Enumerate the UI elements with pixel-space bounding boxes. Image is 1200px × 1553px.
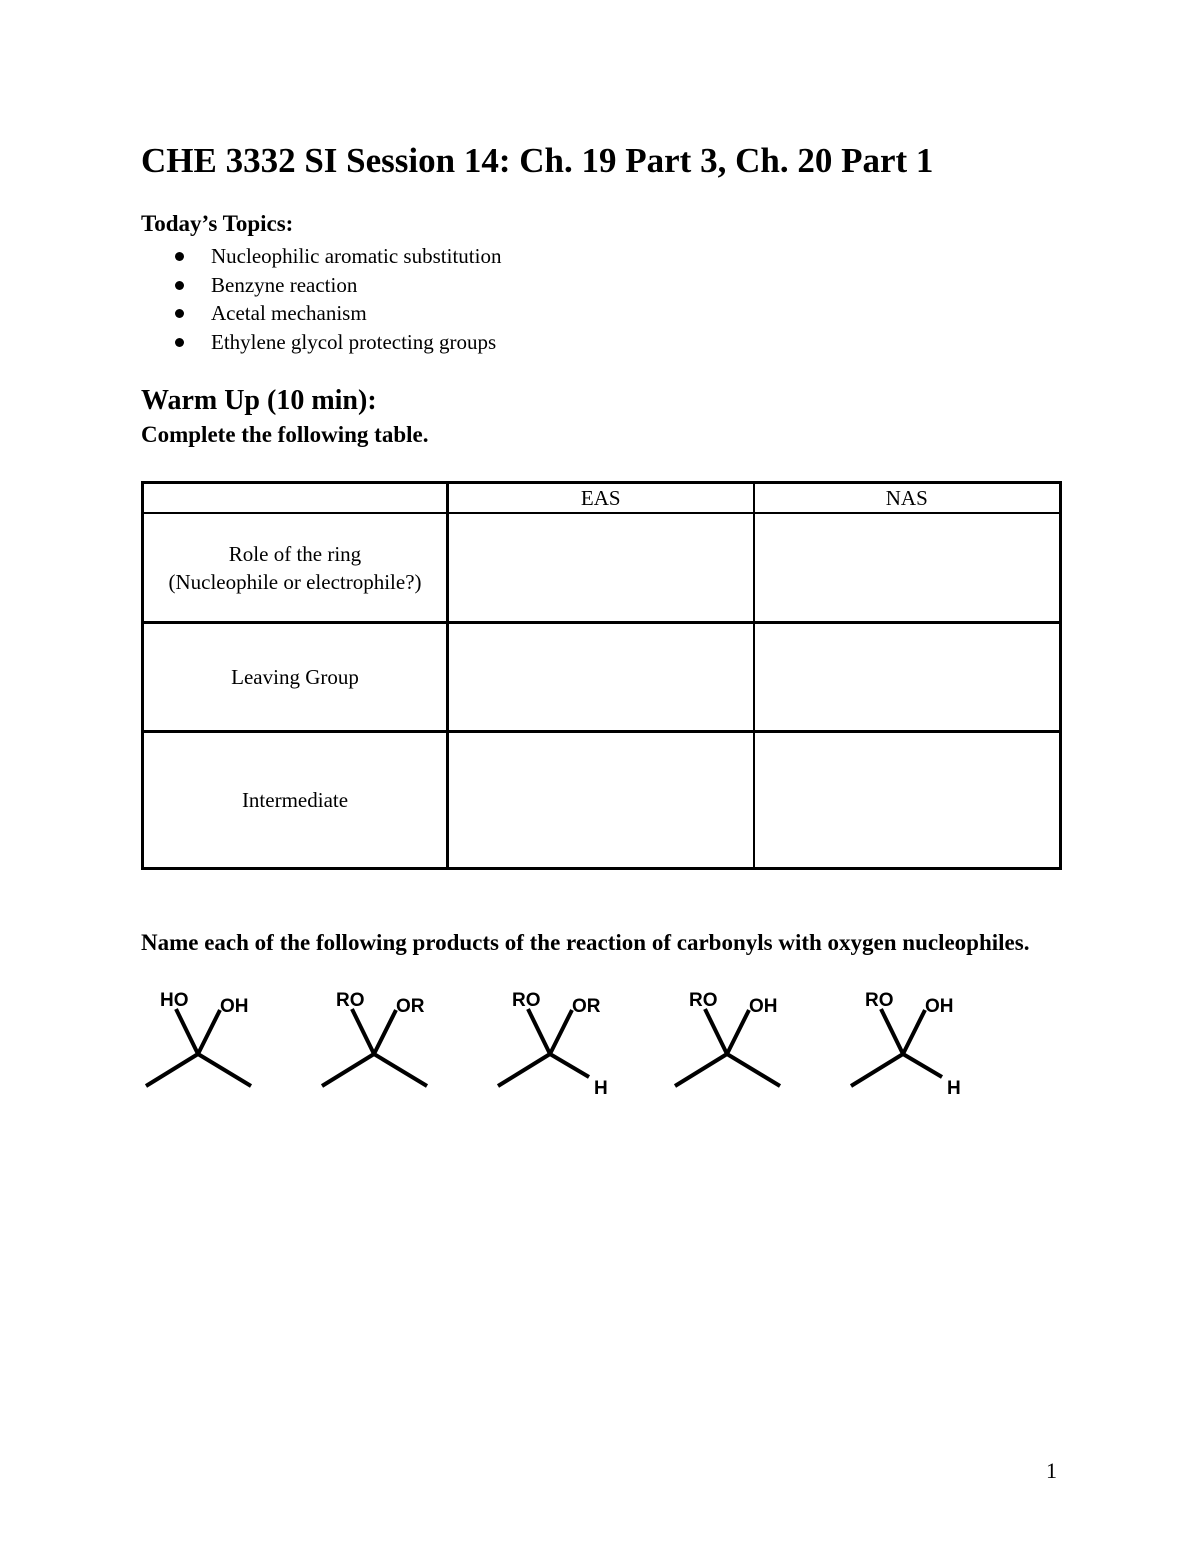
- bond-line: [550, 1054, 589, 1077]
- row-label-line: Intermediate: [241, 788, 349, 812]
- answer-cell-nas[interactable]: [754, 623, 1061, 732]
- group-label: OH: [749, 996, 778, 1017]
- page-title: CHE 3332 SI Session 14: Ch. 19 Part 3, Ch. 20 Part 1: [141, 141, 934, 180]
- bond-line: [498, 1054, 550, 1086]
- list-item: [141, 242, 501, 271]
- topic-text: Nucleophilic aromatic substitution: [211, 244, 502, 268]
- structure-hemiketal: [675, 990, 780, 1086]
- structure-aldehyde-acetal: [498, 990, 608, 1099]
- structure-diol: [146, 990, 251, 1086]
- group-label: OH: [925, 996, 954, 1017]
- group-label: OR: [572, 996, 601, 1017]
- structure-acetal: [322, 990, 427, 1086]
- table-header-row: [143, 483, 1061, 514]
- warmup-heading: Warm Up (10 min):: [141, 385, 377, 416]
- bond-line: [851, 1054, 903, 1086]
- topics-list: [141, 242, 501, 356]
- bond-line: [727, 1054, 780, 1086]
- group-label: OH: [220, 996, 249, 1017]
- group-label: RO: [689, 990, 718, 1011]
- page-number: 1: [1046, 1458, 1057, 1483]
- bullet-icon: [175, 338, 184, 347]
- group-label: H: [947, 1078, 961, 1099]
- row-label: [143, 623, 448, 732]
- group-label: RO: [512, 990, 541, 1011]
- answer-cell-nas[interactable]: [754, 513, 1061, 623]
- bond-line: [352, 1009, 374, 1054]
- table-header-eas: EAS: [448, 483, 754, 514]
- answer-cell-nas[interactable]: [754, 732, 1061, 869]
- bond-line: [176, 1009, 198, 1054]
- bond-line: [675, 1054, 727, 1086]
- row-label-line: (Nucleophile or electrophile?): [168, 569, 422, 594]
- row-label: [143, 513, 448, 623]
- bullet-icon: [175, 252, 184, 261]
- list-item: [141, 299, 501, 328]
- bond-line: [705, 1009, 727, 1054]
- group-label: H: [594, 1078, 608, 1099]
- bond-line: [903, 1010, 925, 1054]
- warmup-instruction: Complete the following table.: [141, 422, 429, 447]
- table-row: [143, 513, 1061, 623]
- bullet-icon: [175, 281, 184, 290]
- row-label-line: Leaving Group: [231, 665, 359, 689]
- bond-line: [903, 1054, 942, 1077]
- group-label: RO: [865, 990, 894, 1011]
- bond-line: [881, 1009, 903, 1054]
- table-row: [143, 732, 1061, 869]
- bullet-icon: [175, 309, 184, 318]
- bond-line: [374, 1054, 427, 1086]
- bond-line: [528, 1009, 550, 1054]
- topic-text: Ethylene glycol protecting groups: [211, 329, 497, 354]
- table-header-blank: [143, 483, 448, 514]
- topic-text: Benzyne reaction: [211, 272, 358, 297]
- group-label: HO: [160, 990, 189, 1011]
- answer-cell-eas[interactable]: [448, 623, 754, 732]
- bond-line: [322, 1054, 374, 1086]
- bond-line: [727, 1010, 749, 1054]
- topics-heading: Today’s Topics:: [141, 211, 294, 236]
- bond-line: [198, 1010, 220, 1054]
- bond-line: [550, 1010, 572, 1054]
- bond-line: [374, 1010, 396, 1054]
- bond-line: [146, 1054, 198, 1086]
- list-item: [141, 271, 501, 300]
- answer-cell-eas[interactable]: [448, 732, 754, 869]
- group-label: RO: [336, 990, 365, 1011]
- list-item: [141, 328, 501, 357]
- structure-row: [130, 975, 990, 1105]
- topic-text: Acetal mechanism: [211, 301, 367, 326]
- group-label: OR: [396, 996, 425, 1017]
- structure-hemiacetal: [851, 990, 961, 1099]
- table-row: [143, 623, 1061, 732]
- table-header-nas: NAS: [754, 483, 1061, 514]
- naming-prompt: Name each of the following products of the reaction of carbonyls with oxygen nucleophiles.: [141, 930, 1030, 955]
- comparison-table: [141, 481, 1062, 870]
- bond-line: [198, 1054, 251, 1086]
- row-label-line: Role of the ring: [228, 541, 362, 566]
- answer-cell-eas[interactable]: [448, 513, 754, 623]
- row-label: [143, 732, 448, 869]
